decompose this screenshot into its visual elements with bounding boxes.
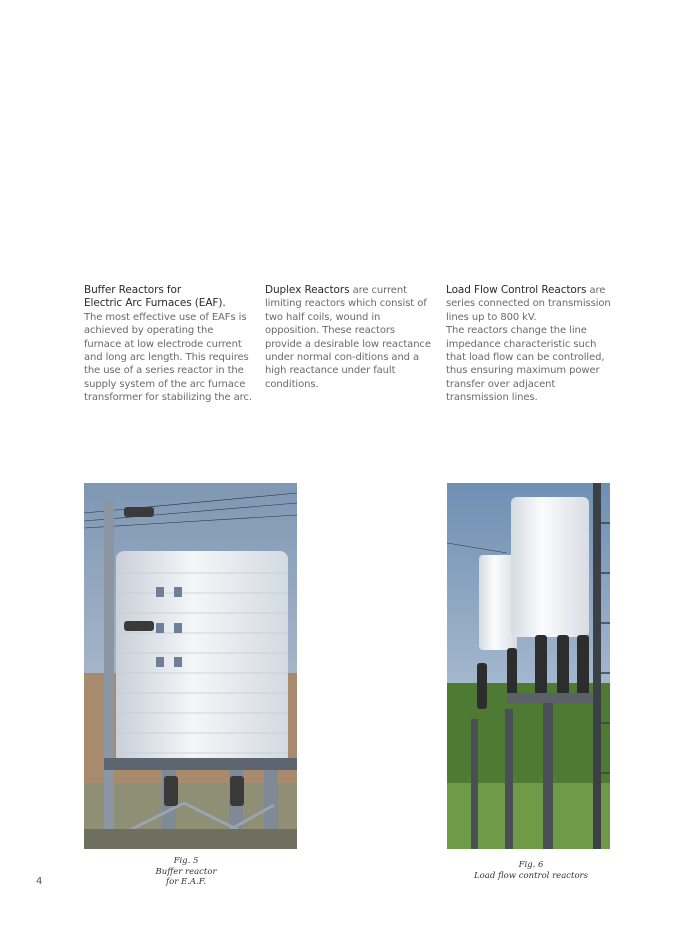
- page-number: 4: [36, 876, 43, 887]
- buffer-reactors-title-line1: Buffer Reactors for: [84, 284, 182, 296]
- duplex-reactors-body: are current limiting reactors which consist of two half coils, wound in opposition. These reactors provide a desirable low reactance under normal con-ditions and a high reactance under fault conditions.: [265, 285, 431, 390]
- load-flow-reactors-title: Load Flow Control Reactors: [446, 284, 587, 296]
- buffer-reactors-body: The most effective use of EAFs is achieved by operating the furnace at low electrode current and long arc length. This requires the use of a series reactor in the supply system of the arc furnace transformer for stabilizing the arc.: [84, 311, 252, 404]
- load-flow-reactors-column: [446, 284, 614, 405]
- figure-6-caption: [456, 860, 606, 881]
- figure-6-number: Fig. 6: [518, 860, 544, 870]
- load-flow-reactors-body-2: The reactors change the line impedance characteristic such that load flow can be controlled, thus ensuring maximum power transfer over adjacent transmission lines.: [446, 325, 605, 404]
- figure-5-number: Fig. 5: [173, 856, 199, 866]
- duplex-reactors-column: [265, 284, 433, 391]
- buffer-reactor-photo: [84, 483, 297, 849]
- figure-5-line2: for E.A.F.: [165, 877, 207, 887]
- load-flow-reactors-body: are series connected on transmission lines up to 800 kV.: [446, 285, 611, 323]
- buffer-reactors-column: [84, 284, 252, 405]
- figure-6-line1: Load flow control reactors: [474, 870, 588, 881]
- load-flow-reactors-photo: [447, 483, 610, 849]
- buffer-reactors-title-line2: Electric Arc Furnaces (EAF).: [84, 297, 226, 310]
- figure-5-caption: [130, 856, 242, 888]
- duplex-reactors-title: Duplex Reactors: [265, 284, 350, 296]
- figure-5-line1: Buffer reactor: [155, 866, 217, 877]
